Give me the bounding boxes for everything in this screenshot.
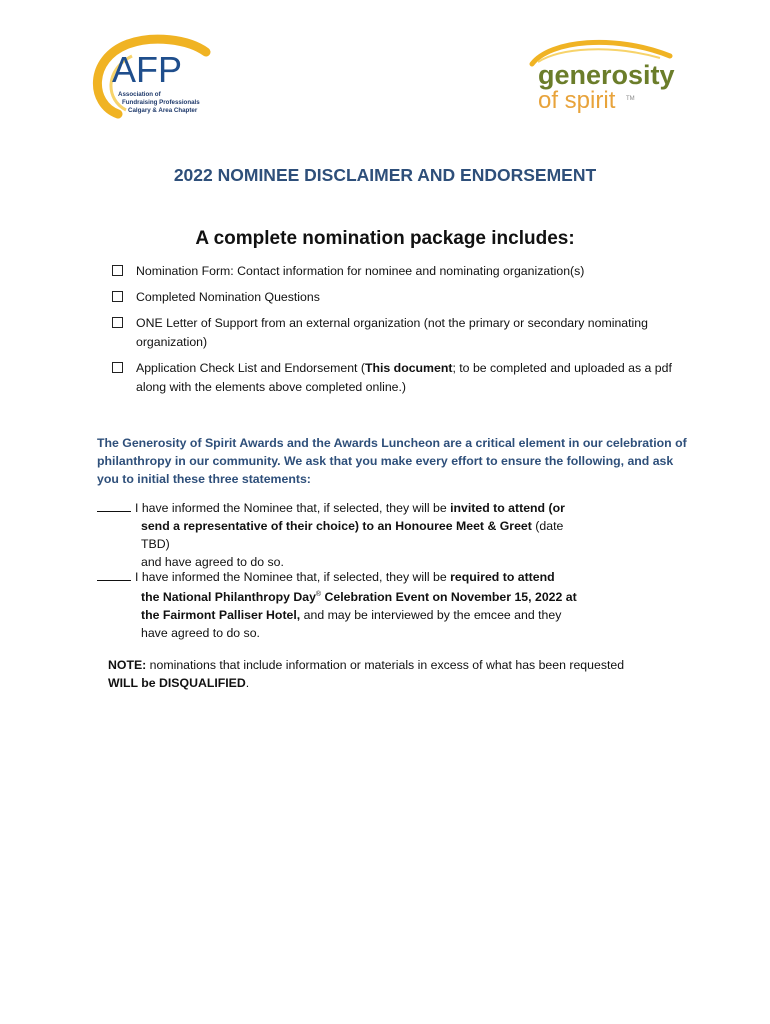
note-label: NOTE: — [108, 658, 147, 672]
statement-text: I have informed the Nominee that, if selected, they will be — [135, 570, 451, 584]
generosity-of-spirit-logo — [520, 34, 685, 122]
checklist-item-text-post: ; to be completed and uploaded as a pdf along with the elements above completed online.) — [136, 361, 672, 394]
afp-logo-line1: Association of — [118, 91, 161, 98]
checklist-item-text: Nomination Form: Contact information for nominee and nominating organization(s) — [136, 264, 585, 278]
statement-bold: send a representative of their choice) to an Honouree Meet & Greet — [141, 519, 532, 533]
checkbox[interactable] — [112, 317, 123, 328]
intro-paragraph: The Generosity of Spirit Awards and the Awards Luncheon are a critical element in our celebration of philanthropy in our community. We ask that you make every effort to ensure the following, and ask you to initial these three statements: — [97, 436, 687, 486]
afp-logo — [88, 34, 228, 124]
afp-logo-line3: Calgary & Area Chapter — [128, 107, 198, 114]
checklist-item — [112, 262, 682, 281]
gos-logo-tm: TM — [626, 96, 635, 102]
document-subtitle: A complete nomination package includes: — [195, 228, 575, 249]
checklist-item — [112, 288, 682, 307]
gos-logo-word1: generosity — [538, 60, 675, 90]
checkbox[interactable] — [112, 362, 123, 373]
note-text: nominations that include information or materials in excess of what has been requested — [146, 658, 625, 672]
package-checklist — [112, 262, 682, 404]
checklist-item-text-bold: This document — [364, 361, 453, 375]
checklist-item-text-pre: Application Check List and Endorsement ( — [136, 361, 365, 375]
checkbox[interactable] — [112, 265, 123, 276]
initial-blank[interactable] — [97, 500, 131, 512]
checklist-item — [112, 359, 682, 397]
checklist-item — [112, 314, 682, 352]
disqualification-note — [108, 656, 678, 692]
statement-bold: the National Philanthropy Day — [141, 590, 316, 605]
statement-bold: the Fairmont Palliser Hotel, — [141, 608, 301, 623]
afp-logo-line2: Fundraising Professionals — [122, 99, 200, 106]
statement-text: and may be interviewed by the emcee and they — [300, 608, 562, 623]
statement-bold: required to attend — [450, 570, 555, 584]
statement-text: I have informed the Nominee that, if selected, they will be — [135, 501, 451, 515]
statement-bold: invited to attend (or — [450, 501, 565, 515]
note-end: . — [245, 676, 250, 690]
statement-invited — [97, 499, 577, 571]
initial-blank[interactable] — [97, 569, 131, 581]
document-title: 2022 NOMINEE DISCLAIMER AND ENDORSEMENT — [173, 165, 597, 185]
gos-logo-word2: of spirit — [538, 87, 616, 114]
checklist-item-text: ONE Letter of Support from an external organization (not the primary or secondary nominating organization) — [136, 316, 648, 349]
checklist-item-text: Completed Nomination Questions — [136, 290, 320, 304]
statement-required — [97, 568, 577, 642]
statement-text: (date TBD) — [141, 519, 564, 551]
statement-text: and have agreed to do so. — [141, 555, 284, 569]
statement-bold: Celebration Event on November 15, 2022 at — [321, 590, 577, 605]
registered-mark: ® — [315, 591, 322, 598]
afp-logo-letters: AFP — [112, 49, 183, 90]
checkbox[interactable] — [112, 291, 123, 302]
note-bold: WILL be DISQUALIFIED — [108, 676, 246, 690]
statement-text: have agreed to do so. — [141, 626, 260, 641]
